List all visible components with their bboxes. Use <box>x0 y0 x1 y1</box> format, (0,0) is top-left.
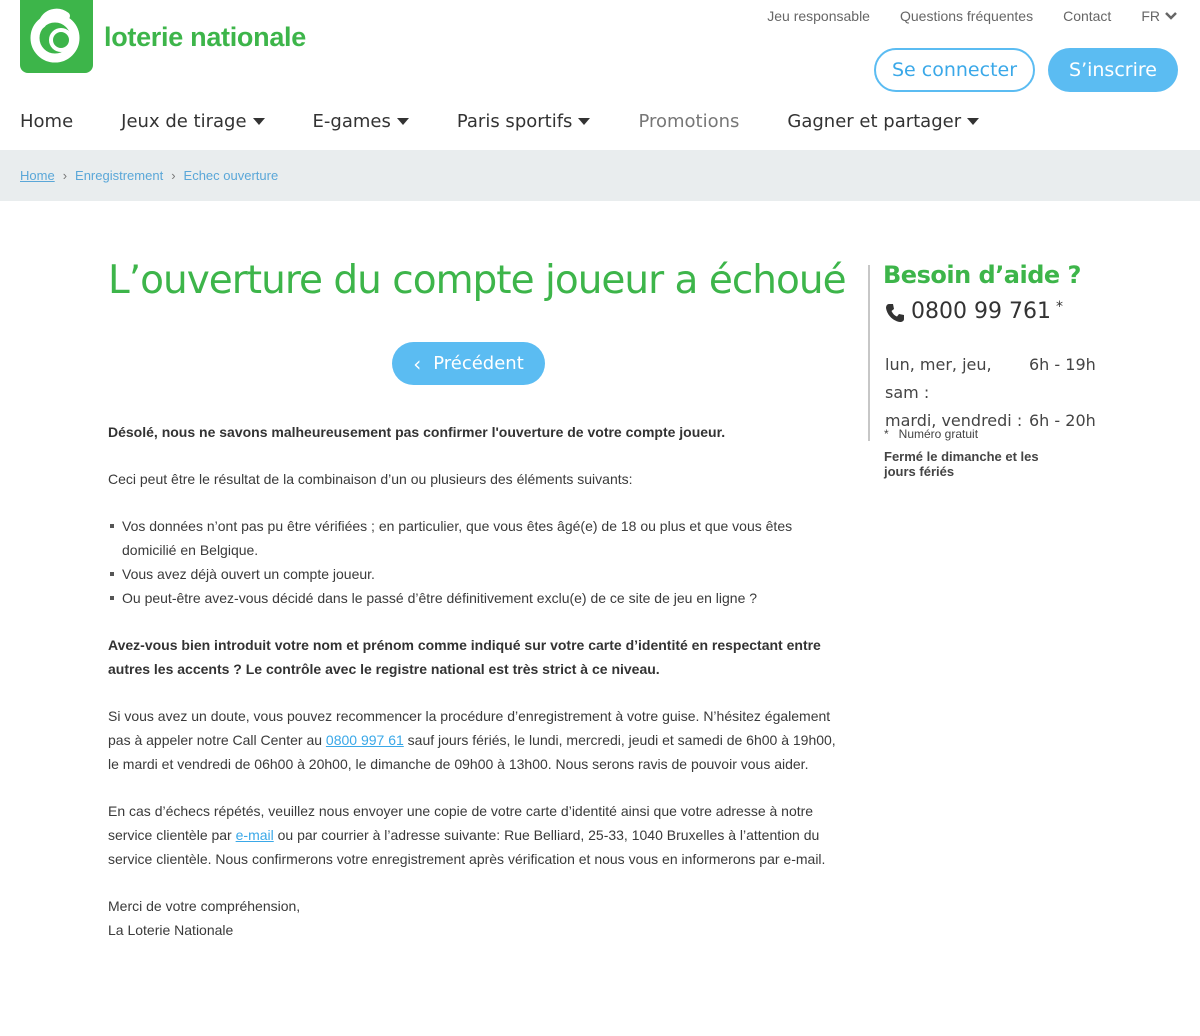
message-call-center <box>108 704 838 776</box>
text-span: sauf jours fériés, le lundi, mercredi, jeudi et samedi de 6h00 à 19h00, le mardi et vendredi de 06h00 à 20h00, le dimanche de 09h00 à 13h00. Nous serons ravis de pouvoir vous aider. <box>108 732 836 772</box>
list-item: Ou peut-être avez-vous décidé dans le passé d’être définitivement exclu(e) de ce site de jeu en ligne ? <box>108 586 838 610</box>
breadcrumb-registration[interactable]: Enregistrement <box>75 168 164 183</box>
email-link[interactable]: e-mail <box>235 827 274 843</box>
nav-label: E-games <box>312 111 391 132</box>
closed-days-note: Fermé le dimanche et les jours fériés <box>884 449 1039 479</box>
chevron-down-icon <box>1164 11 1178 21</box>
toplink-responsible-gaming[interactable]: Jeu responsable <box>767 8 870 24</box>
caret-down-icon <box>578 118 590 125</box>
message-causes: Ceci peut être le résultat de la combinaison d’un ou plusieurs des éléments suivants: <box>108 471 633 487</box>
text-span: ou par courrier à l’adresse suivante: Rue Belliard, 25-33, 1040 Bruxelles à l’attention du service clientèle. Nous confirmerons votre enregistrement après vérification et nous vous en informerons par e-mail. <box>108 827 826 867</box>
top-links <box>737 8 1178 24</box>
phone-number: 0800 99 761 <box>911 299 1051 324</box>
caret-down-icon <box>397 118 409 125</box>
message-closing <box>108 894 838 942</box>
message-intro: Désolé, nous ne savons malheureusement pas confirmer l'ouverture de votre compte joueur. <box>108 424 726 440</box>
opening-hours <box>885 351 1096 435</box>
hours-time: 6h - 19h <box>1029 355 1096 374</box>
list-item: Vous avez déjà ouvert un compte joueur. <box>108 562 838 586</box>
main-nav <box>20 111 1027 132</box>
closing-line: Merci de votre compréhension, <box>108 898 301 914</box>
nav-item-promotions[interactable] <box>638 111 739 132</box>
toplink-faq[interactable]: Questions fréquentes <box>899 8 1034 24</box>
help-sidebar <box>868 261 1108 441</box>
hours-days: lun, mer, jeu, sam : <box>885 355 992 402</box>
breadcrumb-current: Echec ouverture <box>183 168 279 183</box>
nav-item-win-share[interactable] <box>787 111 979 132</box>
hours-row <box>885 351 1096 407</box>
nav-item-home[interactable] <box>20 111 73 132</box>
help-title: Besoin d’aide ? <box>883 261 1081 289</box>
caret-down-icon <box>253 118 265 125</box>
previous-label: Précédent <box>433 353 524 374</box>
brand-name[interactable]: loterie nationale <box>104 22 306 52</box>
nav-label: Jeux de tirage <box>121 111 247 132</box>
breadcrumb <box>20 168 278 183</box>
chevron-left-icon: ‹ <box>413 351 422 376</box>
hours-days: mardi, vendredi : <box>885 411 1023 430</box>
nav-item-draw-games[interactable] <box>121 111 264 132</box>
free-number-note: * Numéro gratuit <box>884 427 979 441</box>
login-button[interactable]: Se connecter <box>874 48 1035 92</box>
phone-link[interactable]: 0800 997 61 <box>325 732 404 748</box>
nav-label: Home <box>20 111 74 132</box>
chevron-right-icon: › <box>171 168 176 183</box>
text-span: Si vous avez un doute, vous pouvez recommencer la procédure d’enregistrement à votre guise. N’hésitez également pas à appeler notre Call Center au <box>108 708 831 748</box>
hours-time: 6h - 20h <box>1029 411 1096 430</box>
signature-line: La Loterie Nationale <box>108 922 234 938</box>
causes-list <box>108 514 838 610</box>
message-body <box>108 420 838 942</box>
message-repeated-failures <box>108 799 838 871</box>
list-item: Vos données n’ont pas pu être vérifiées ; en particulier, que vous êtes âgé(e) de 18 ou plus et que vous êtes domicilié en Belgique. <box>108 514 838 562</box>
breadcrumb-bar <box>0 150 1200 201</box>
previous-button[interactable] <box>392 342 545 385</box>
nav-label: Promotions <box>638 111 740 132</box>
phone-mark: * <box>1055 299 1063 315</box>
page-title: L’ouverture du compte joueur a échoué <box>108 258 846 303</box>
chevron-right-icon: › <box>62 168 68 183</box>
text-span: En cas d’échecs répétés, veuillez nous envoyer une copie de votre carte d’identité ainsi que votre adresse à notre service clientèle par <box>108 803 814 843</box>
loterie-logo-icon[interactable] <box>20 0 93 73</box>
breadcrumb-home[interactable]: Home <box>20 168 55 183</box>
message-name-check: Avez-vous bien introduit votre nom et prénom comme indiqué sur votre carte d’identité en respectant entre autres les accents ? Le contrôle avec le registre national est très strict à ce niveau. <box>108 637 821 677</box>
help-phone <box>885 299 1063 324</box>
site-header <box>0 0 1200 150</box>
caret-down-icon <box>967 118 979 125</box>
nav-item-sports-betting[interactable] <box>457 111 591 132</box>
phone-icon <box>885 303 905 323</box>
language-selector[interactable] <box>1141 8 1178 24</box>
nav-label: Paris sportifs <box>456 111 573 132</box>
toplink-contact[interactable]: Contact <box>1063 8 1112 24</box>
nav-label: Gagner et partager <box>787 111 962 132</box>
nav-item-egames[interactable] <box>313 111 409 132</box>
language-label: FR <box>1141 8 1160 24</box>
signup-button[interactable]: S’inscrire <box>1048 48 1178 92</box>
